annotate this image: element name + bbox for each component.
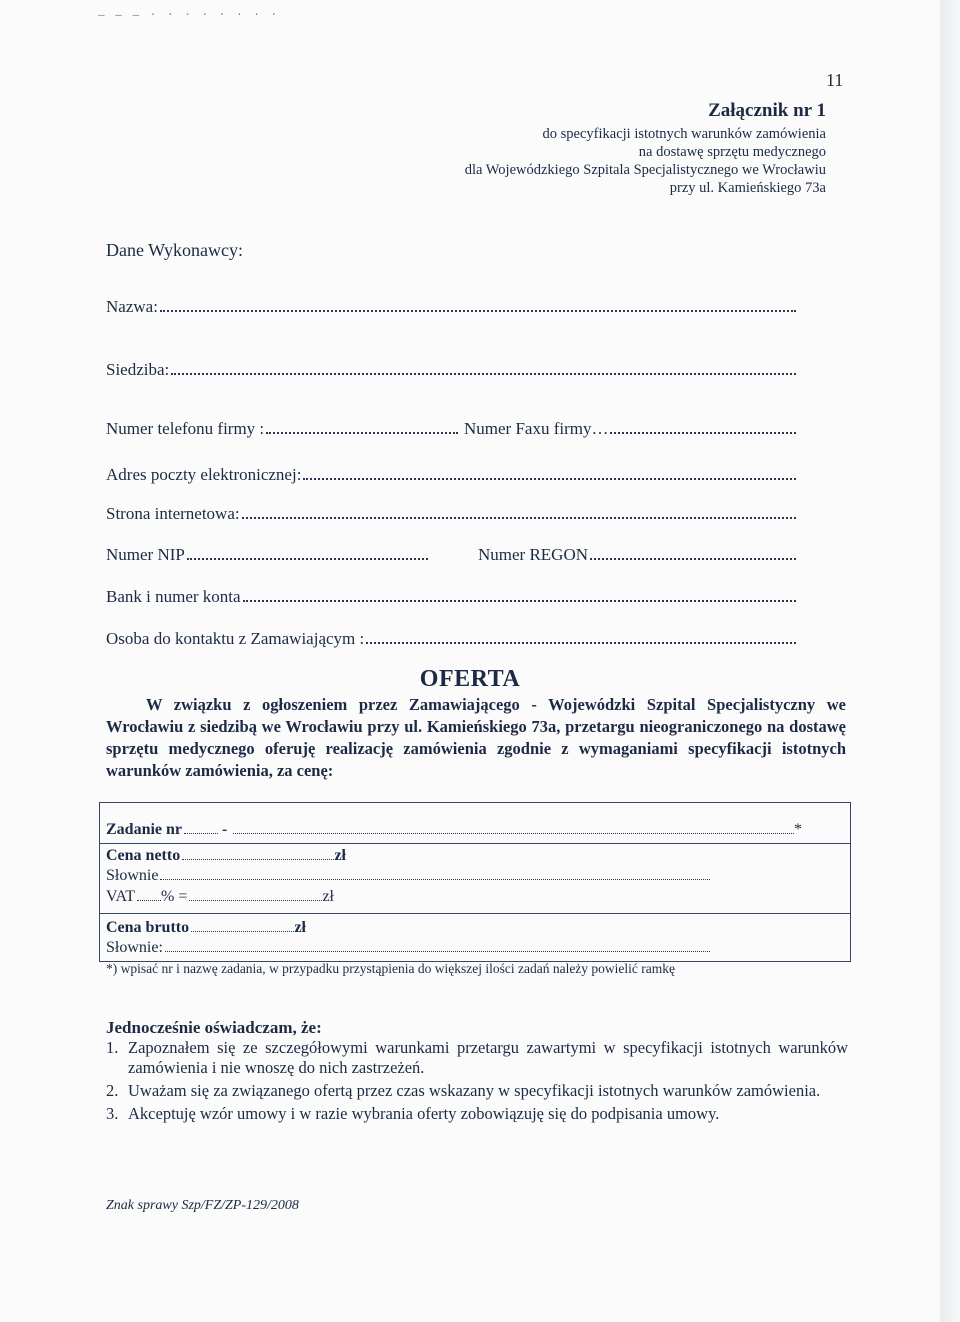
seat-fill-line[interactable]	[171, 363, 796, 375]
gross-words-label: Słownie:	[106, 939, 163, 956]
declaration-text: Uważam się za związanego ofertą przez czas wskazany w specyfikacji istotnych warunków zamówienia.	[128, 1081, 821, 1100]
offer-intro-text: W związku z ogłoszeniem przez Zamawiającego - Wojewódzki Szpital Specjalistyczny we Wrocławiu z siedzibą we Wrocławiu przy ul. Kamieńskiego 73a, przetargu nieograniczonego na dostawę sprzętu medycznego oferuję realizację zamówienia zgodnie z wymaganiami specyfikacji istotnych warunków zamówienia, za cenę:	[106, 695, 846, 780]
phone-field[interactable]	[106, 419, 458, 439]
annex-header	[226, 100, 826, 197]
task-row[interactable]	[106, 821, 802, 839]
task-label: Zadanie nr	[106, 821, 183, 838]
declaration-text: Akceptuję wzór umowy i w razie wybrania oferty zobowiązuję się do podpisania umowy.	[128, 1104, 720, 1123]
bank-fill-line[interactable]	[243, 590, 796, 602]
scan-edge	[940, 0, 960, 1322]
box-divider	[100, 913, 850, 914]
declaration-number: 2.	[106, 1081, 119, 1100]
nip-field[interactable]	[106, 545, 428, 565]
regon-field[interactable]	[478, 545, 796, 565]
net-words-fill[interactable]	[160, 869, 710, 880]
declaration-title: Jednocześnie oświadczam, że:	[106, 1018, 322, 1037]
contact-fill-line[interactable]	[366, 632, 796, 644]
website-field[interactable]	[106, 504, 796, 524]
net-words-label: Słownie	[106, 867, 159, 884]
contractor-heading: Dane Wykonawcy:	[106, 240, 244, 260]
vat-amount-fill[interactable]	[189, 890, 322, 901]
footnote: *) wpisać nr i nazwę zadania, w przypadku przystąpienia do większej ilości zadań należy powielić ramkę	[106, 961, 676, 976]
email-label: Adres poczty elektronicznej:	[106, 465, 302, 484]
task-name-fill[interactable]	[233, 823, 794, 834]
gross-words-fill[interactable]	[165, 941, 710, 952]
phone-fill-line[interactable]	[266, 422, 458, 434]
declaration-item	[106, 1038, 848, 1078]
declaration-text: Zapoznałem się ze szczegółowymi warunkami przetargu zawartymi w specyfikacji istotnych warunków zamówienia i nie wnoszę do nich zastrzeżeń.	[128, 1038, 848, 1077]
bank-label: Bank i numer konta	[106, 587, 241, 606]
nip-fill-line[interactable]	[187, 548, 428, 560]
regon-label: Numer REGON	[478, 545, 589, 564]
phone-label: Numer telefonu firmy :	[106, 419, 265, 438]
annex-line: do specyfikacji istotnych warunków zamówienia	[542, 126, 826, 142]
fax-label: Numer Faxu firmy…	[464, 419, 609, 438]
declaration-list	[106, 1038, 848, 1127]
declaration-item	[106, 1104, 848, 1124]
offer-title: OFERTA	[419, 666, 521, 692]
name-fill-line[interactable]	[160, 300, 796, 312]
fax-field[interactable]	[464, 419, 796, 439]
annex-title: Załącznik nr 1	[708, 100, 826, 121]
website-label: Strona internetowa:	[106, 504, 240, 523]
gross-price-row[interactable]	[106, 919, 306, 937]
gross-price-fill[interactable]	[191, 921, 294, 932]
net-price-fill[interactable]	[182, 849, 334, 860]
declaration-item	[106, 1081, 848, 1101]
seat-field[interactable]	[106, 360, 796, 380]
scan-artifact: — — – · · · · · · · ·	[98, 8, 280, 21]
box-divider	[100, 843, 850, 844]
fax-fill-line[interactable]	[610, 422, 796, 434]
nip-label: Numer NIP	[106, 545, 185, 564]
email-fill-line[interactable]	[303, 468, 796, 480]
gross-price-label: Cena brutto	[106, 919, 190, 936]
vat-row[interactable]	[106, 888, 334, 906]
vat-label: VAT	[106, 888, 136, 905]
task-footnote-mark: *	[794, 821, 802, 838]
name-label: Nazwa:	[106, 297, 158, 316]
gross-words-row[interactable]	[106, 939, 710, 957]
case-reference: Znak sprawy Szp/FZ/ZP-129/2008	[106, 1198, 299, 1213]
vat-currency: zł	[322, 888, 334, 905]
page-number: 11	[826, 70, 844, 90]
net-words-row[interactable]	[106, 867, 710, 885]
gross-price-currency: zł	[294, 919, 306, 936]
name-field[interactable]	[106, 297, 796, 317]
price-box	[99, 802, 851, 962]
net-price-label: Cena netto	[106, 847, 181, 864]
net-price-row[interactable]	[106, 847, 346, 865]
task-separator: -	[222, 821, 228, 838]
vat-percent-sign: % =	[161, 888, 188, 905]
annex-line: dla Wojewódzkiego Szpitala Specjalistycznego we Wrocławiu	[464, 162, 826, 178]
contact-field[interactable]	[106, 629, 796, 649]
net-price-currency: zł	[334, 847, 346, 864]
regon-fill-line[interactable]	[590, 548, 796, 560]
declaration-number: 3.	[106, 1104, 119, 1123]
annex-line: na dostawę sprzętu medycznego	[638, 144, 826, 160]
declaration-number: 1.	[106, 1038, 119, 1057]
annex-line: przy ul. Kamieńskiego 73a	[669, 180, 826, 196]
website-fill-line[interactable]	[242, 507, 796, 519]
bank-field[interactable]	[106, 587, 796, 607]
task-number-fill[interactable]	[184, 823, 218, 834]
offer-intro	[106, 694, 846, 782]
seat-label: Siedziba:	[106, 360, 170, 379]
contact-label: Osoba do kontaktu z Zamawiającym :	[106, 629, 365, 648]
vat-percent-fill[interactable]	[137, 890, 161, 901]
email-field[interactable]	[106, 465, 796, 485]
